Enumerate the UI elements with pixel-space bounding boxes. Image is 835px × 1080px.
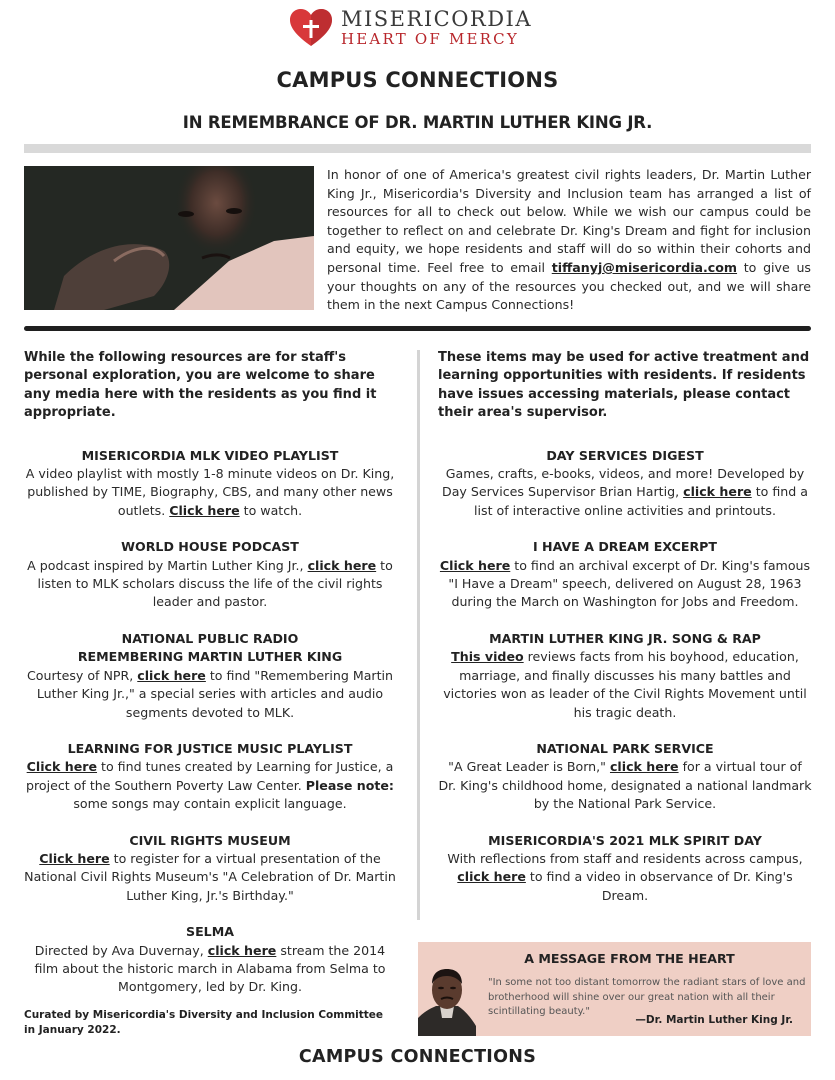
resource-item (438, 832, 812, 906)
resource-link[interactable]: Click here (39, 850, 110, 866)
explicit-language-note: Please note: (305, 777, 394, 793)
resource-item (24, 832, 396, 906)
intro-text-end: to give us your thoughts on any of the resources you checked out, and we will share them in the next Campus Connections! (327, 259, 811, 313)
resource-text: to listen to MLK scholars discuss the life of the civil rights leader and pastor. (37, 557, 393, 610)
resource-item (438, 740, 812, 814)
resource-text: Directed by Ava Duvernay, (34, 942, 208, 958)
left-column (24, 349, 396, 1015)
resource-item (438, 630, 812, 722)
resource-text: stream the 2014 film about the historic march in Alabama from Selma to Montgomery, led by Dr. King. (34, 942, 386, 995)
resource-link[interactable]: Click here (169, 502, 240, 518)
resource-link[interactable]: click here (457, 869, 526, 885)
intro-paragraph (327, 166, 811, 315)
message-title: A MESSAGE FROM THE HEART (524, 951, 735, 966)
resource-title: I HAVE A DREAM EXCERPT (532, 539, 717, 555)
resource-text: to watch. (239, 502, 303, 518)
resource-title: NATIONAL PUBLIC RADIO (121, 630, 299, 646)
resource-text: to register for a virtual presentation of the National Civil Rights Museum's "A Celebration of Dr. Martin Luther King, Jr.'s Birthday." (24, 850, 396, 903)
resource-title: WORLD HOUSE PODCAST (121, 539, 299, 555)
resource-text: With reflections from staff and residents across campus, (447, 850, 803, 866)
resource-text: to find "Remembering Martin Luther King Jr.," a special series with articles and audio segments devoted to MLK. (36, 667, 394, 720)
resource-subtitle: REMEMBERING MARTIN LUTHER KING (77, 649, 343, 665)
column-divider (417, 350, 420, 920)
resource-item (438, 538, 812, 612)
message-from-the-heart-box (418, 942, 811, 1036)
resource-title: SELMA (186, 924, 234, 940)
resource-text: Games, crafts, e-books, videos, and more! Developed by Day Services Supervisor Brian Hartig, (442, 466, 805, 500)
resource-text: reviews facts from his boyhood, education, marriage, and finally discusses his many battles and victories won as leader of the Civil Rights Movement until his tragic death. (443, 649, 807, 720)
resource-link[interactable]: click here (137, 667, 206, 683)
resource-text: A video playlist with mostly 1-8 minute videos on Dr. King, published by TIME, Biography, CBS, and many other news outlets. (25, 466, 395, 518)
resource-item (24, 447, 396, 521)
resource-item (24, 630, 396, 722)
curated-by-note: Curated by Misericordia's Diversity and Inclusion Committee in January 2022. (24, 1009, 384, 1036)
resource-link[interactable]: Click here (26, 759, 98, 775)
resource-text: to find a list of interactive online activities and printouts. (474, 484, 808, 518)
resource-text: for a virtual tour of Dr. King's childhood home, designated a national landmark by the National Park Service. (438, 759, 812, 812)
resource-link[interactable]: click here (207, 942, 277, 958)
resource-title: CIVIL RIGHTS MUSEUM (129, 832, 291, 848)
footer-title: CAMPUS CONNECTIONS (298, 1047, 537, 1067)
intro-text-start: In honor of one of America's greatest civil rights leaders, Dr. Martin Luther King Jr., Misericordia's Diversity and Inclusion team has arranged a list of resources for all to check out below. While we wish our campus could be together to reflect on and celebrate Dr. King's Dream and fight for inclusion and equity, we hope residents and staff will do so within their cohorts and personal time. Feel free to email (327, 167, 811, 275)
newsletter-title: CAMPUS CONNECTIONS (276, 68, 559, 92)
resource-item (438, 447, 812, 521)
resource-item (24, 538, 396, 612)
resource-link[interactable]: Click here (439, 557, 511, 573)
resource-title: MISERICORDIA MLK VIDEO PLAYLIST (81, 447, 339, 463)
resource-text: A podcast inspired by Martin Luther King Jr., (27, 557, 308, 573)
header-divider (24, 144, 811, 153)
resource-text: Courtesy of NPR, (26, 667, 138, 683)
email-link[interactable]: tiffanyj@misericordia.com (551, 259, 738, 275)
resource-text: to find an archival excerpt of Dr. King's famous "I Have a Dream" speech, delivered on August 28, 1963 during the March on Washington for Jobs and Freedom. (448, 557, 811, 610)
resource-text: to find tunes created by Learning for Justice, a project of the Southern Poverty Law Center. (26, 759, 394, 793)
quote-author: —Dr. Martin Luther King Jr. (635, 1014, 793, 1026)
section-divider (24, 326, 811, 331)
left-column-intro: While the following resources are for staff's personal exploration, you are welcome to share any media here with the residents as you find it appropriate. (24, 350, 377, 421)
mlk-portrait-photo (24, 166, 314, 310)
resource-text: to find a video in observance of Dr. King's Dream. (525, 869, 793, 903)
resource-text: "A Great Leader is Born," (448, 759, 610, 775)
resource-title: NATIONAL PARK SERVICE (536, 740, 714, 756)
resource-title: MARTIN LUTHER KING JR. SONG & RAP (489, 630, 761, 646)
logo-name: MISERICORDIA (341, 7, 533, 31)
logo-tagline: HEART OF MERCY (341, 30, 519, 48)
right-column (438, 349, 812, 923)
resource-link[interactable]: click here (609, 759, 679, 775)
resource-text: some songs may contain explicit language. (73, 796, 347, 812)
mlk-small-portrait (418, 966, 476, 1036)
resource-title: LEARNING FOR JUSTICE MUSIC PLAYLIST (67, 740, 353, 756)
misericordia-logo (289, 8, 532, 48)
resource-title: MISERICORDIA'S 2021 MLK SPIRIT DAY (488, 832, 762, 848)
resource-item (24, 740, 396, 814)
newsletter-subtitle: IN REMEMBRANCE OF DR. MARTIN LUTHER KING JR. (182, 113, 653, 132)
resource-link[interactable]: This video (451, 649, 524, 665)
resource-title: DAY SERVICES DIGEST (546, 447, 704, 463)
mlk-quote: "In some not too distant tomorrow the radiant stars of love and brotherhood will shine over our great nation with all their scintillating beauty." (488, 977, 806, 1017)
heart-cross-icon (289, 8, 333, 48)
resource-link[interactable]: click here (307, 557, 377, 573)
resource-item (24, 923, 396, 997)
right-column-intro: These items may be used for active treatment and learning opportunities with residents. If residents have issues accessing materials, please contact their area's supervisor. (438, 350, 810, 421)
resource-link[interactable]: click here (683, 484, 752, 500)
